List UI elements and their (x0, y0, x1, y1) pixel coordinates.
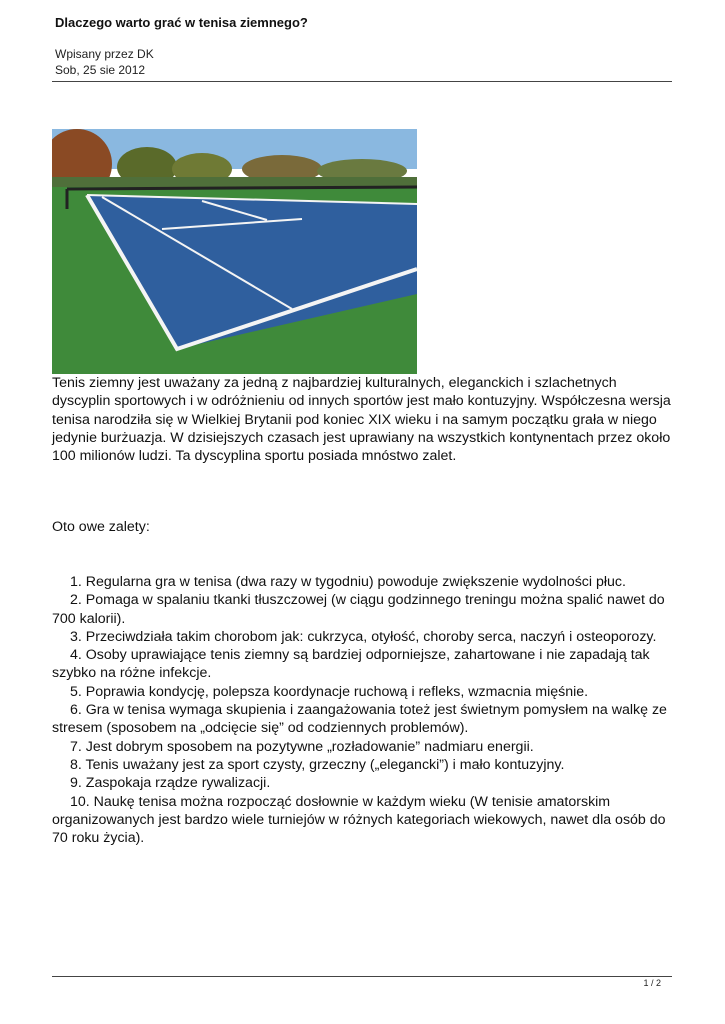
benefits-list (52, 573, 677, 847)
article-meta (55, 46, 154, 78)
list-item: 4. Osoby uprawiające tenis ziemny są bardziej odporniejsze, zahartowane i nie zapadają tak szybko na różne infekcje. (52, 647, 650, 682)
article-title: Dlaczego warto grać w tenisa ziemnego? (55, 15, 308, 30)
list-item: 2. Pomaga w spalaniu tkanki tłuszczowej (w ciągu godzinnego treningu można spalić nawet do 700 kalorii). (52, 592, 665, 627)
list-item: 5. Poprawia kondycję, polepsza koordynacje ruchową i refleks, wzmacnia mięśnie. (70, 683, 589, 700)
date-line: Sob, 25 sie 2012 (55, 63, 146, 77)
list-item: 3. Przeciwdziała takim chorobom jak: cukrzyca, otyłość, choroby serca, naczyń i osteoporozy. (70, 628, 657, 645)
list-heading: Oto owe zalety: (52, 519, 150, 535)
author-line: Wpisany przez DK (55, 47, 154, 61)
page-number: 1 / 2 (643, 978, 661, 988)
list-item: 9. Zaspokaja rządze rywalizacji. (70, 775, 271, 792)
header-divider (52, 81, 672, 82)
tennis-court-photo (52, 129, 417, 374)
list-item: 10. Naukę tenisa można rozpocząć dosłownie w każdym wieku (W tenisie amatorskim organizowanych jest bardzo wiele turniejów w różnych kategoriach wiekowych, nawet dla osób do 70 roku życia). (52, 793, 666, 847)
list-item: 7. Jest dobrym sposobem na pozytywne „rozładowanie” nadmiaru energii. (70, 738, 534, 755)
list-item: 1. Regularna gra w tenisa (dwa razy w tygodniu) powoduje zwiększenie wydolności płuc. (70, 574, 626, 590)
list-item: 8. Tenis uważany jest za sport czysty, grzeczny („elegancki”) i mało kontuzyjny. (70, 756, 565, 773)
intro-paragraph: Tenis ziemny jest uważany za jedną z najbardziej kulturalnych, eleganckich i szlachetnych dyscyplin sportowych i w odróżnieniu od innych sportów jest mało kontuzyjny. Współczesna wersja tenisa narodziła się w Wielkiej Brytanii pod koniec XIX wieku i na samym początku grała w niego jedynie burżuazja. W dzisiejszych czasach jest uprawiany na wszystkich kontynentach przez około 100 milionów ludzi. Ta dyscyplina sportu posiada mnóstwo zalet. (52, 375, 671, 465)
footer-divider (52, 976, 672, 977)
list-item: 6. Gra w tenisa wymaga skupienia i zaangażowania toteż jest świetnym pomysłem na walkę ze stresem (sposobem na „odcięcie się” od codziennych problemów). (52, 702, 667, 737)
